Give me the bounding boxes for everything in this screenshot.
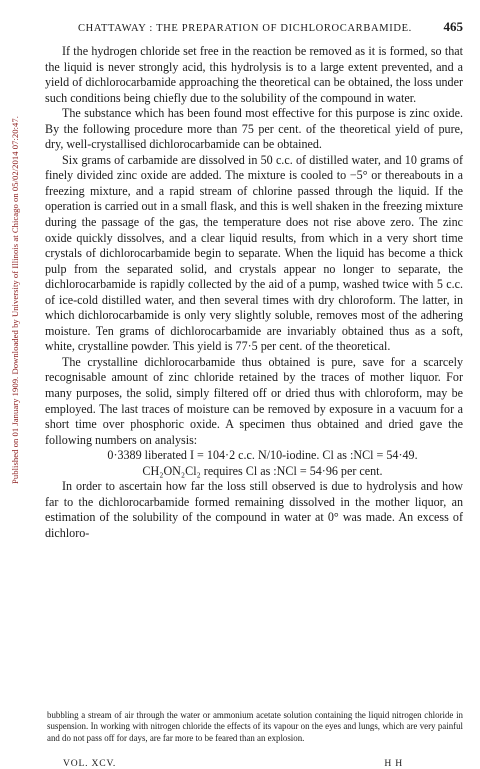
paragraph: The crystalline dichlorocarbamide thus obtained is pure, save for a scarcely recognisable amount of zinc chloride retained by the traces of mother liquor. For many purposes, the solid, simply filtered off or dried thus with chloroform, may be employed. The last traces of moisture can be removed by exposure in a vacuum for a short time over phosphoric oxide. A specimen thus obtained and dried gave the following numbers on analysis: <box>45 354 463 447</box>
paragraph: In order to ascertain how far the loss still observed is due to hydrolysis and how far to the dichlorocarbamide formed remaining dissolved in the mother liquor, an estimation of the solubility of the compound in water at 0° was made. An excess of dichloro- <box>45 479 463 540</box>
running-title: CHATTAWAY : THE PREPARATION OF DICHLOROCARBAMIDE. <box>78 23 412 34</box>
page-footer <box>63 758 403 769</box>
page-header <box>78 19 463 33</box>
sidenote-text: Published on 01 January 1909. Downloaded by University of Illinois at Chicago on 05/02/2014 07:20:47. <box>10 116 20 484</box>
analysis-result: 0·3389 liberated I = 104·2 c.c. N/10-iodine. Cl as :NCl = 54·49. <box>107 448 418 463</box>
footnote-text: bubbling a stream of air through the water or ammonium acetate solution containing the liquid nitrogen chloride in suspension. In working with nitrogen chloride the effects of its vapour on the eyes and lungs, which are very painful and do not pass off for days, are far more to be feared than an explosion. <box>47 710 463 743</box>
paragraph: Six grams of carbamide are dissolved in 50 c.c. of distilled water, and 10 grams of finely divided zinc oxide are added. The mixture is cooled to −5° or thereabouts in a freezing mixture, and a rapid stream of chlorine passed through the liquid. If the operation is carried out in a small flask, and this is well shaken in the freezing mixture during the passage of the gas, the temperature does not rise above zero. The zinc oxide quickly dissolves, and a clear liquid results, from which in a very short time crystals of dichlorocarbamide begin to separate. When the liquid has become a thick pulp from the separated solid, and crystals appear no longer to separate, the dichlorocarbamide is rapidly collected by the aid of a pump, washed twice with 5 c.c. of ice-cold distilled water, and then several times with dry chloroform. The latter, in which dichlorocarbamide is only very slightly soluble, removes most of the adhering moisture. Ten grams of dichlorocarbamide are invariably obtained thus as a soft, white, crystalline powder. This yield is 77·5 per cent. of the theoretical. <box>45 152 463 354</box>
paragraph: The substance which has been found most effective for this purpose is zinc oxide. By the following procedure more than 75 per cent. of the theoretical yield of pure, dry, well-crystallised dichlorocarbamide can be obtained. <box>45 106 463 152</box>
analysis-requirement: CH₂ON₂Cl₂ requires Cl as :NCl = 54·96 per cent. <box>142 463 383 478</box>
footnote <box>47 710 463 744</box>
volume-label: VOL. XCV. <box>63 758 117 769</box>
publication-sidenote <box>8 40 22 560</box>
article-body <box>45 44 463 542</box>
signature-mark: H H <box>384 758 403 769</box>
page-number: 465 <box>443 19 463 34</box>
paragraph: If the hydrogen chloride set free in the reaction be removed as it is formed, so that the liquid is never strongly acid, this hydrolysis is to a large extent prevented, and a yield of dichlorocarbamide approaching the theoretical can be obtained, the loss under such conditions being chiefly due to the solubility of the compound in water. <box>45 44 463 105</box>
